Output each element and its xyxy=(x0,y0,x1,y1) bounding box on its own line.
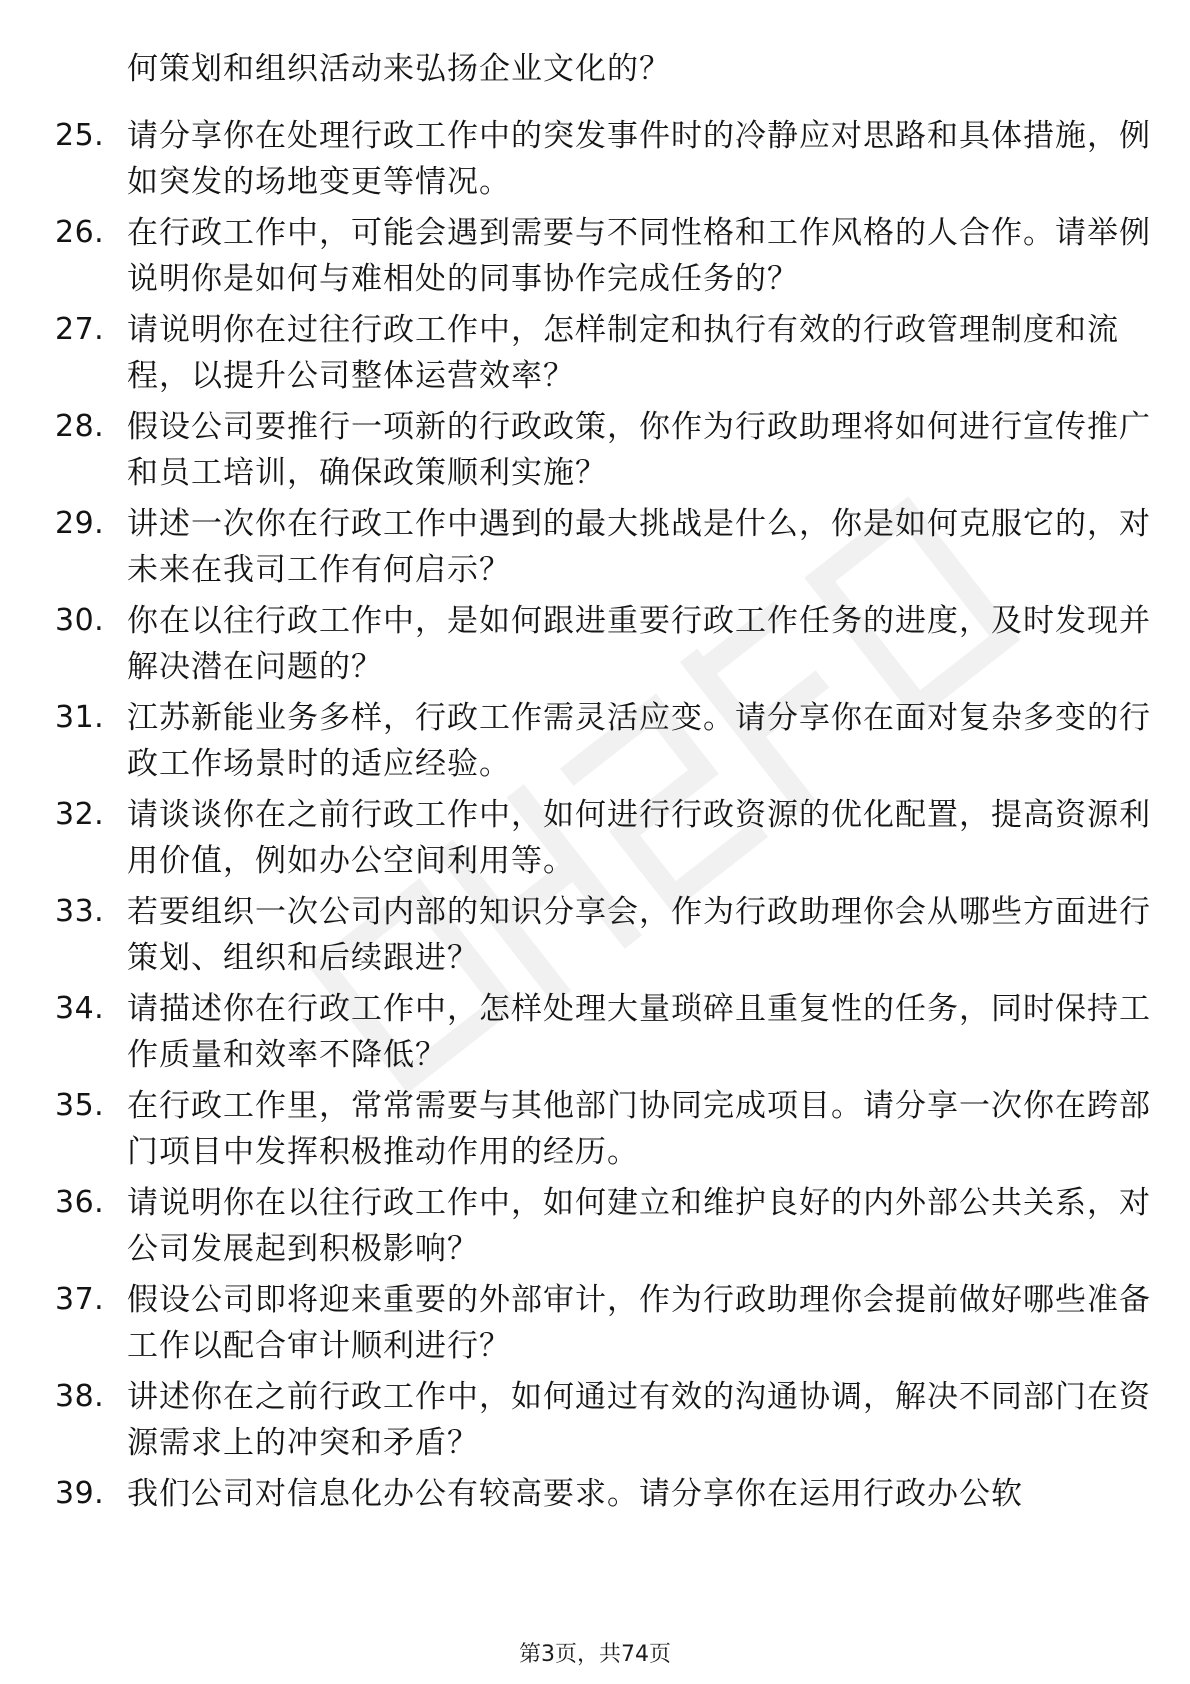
list-item xyxy=(55,1180,1151,1277)
list-item xyxy=(55,210,1151,307)
list-item xyxy=(55,986,1151,1083)
list-item xyxy=(55,404,1151,501)
question-number: 26. xyxy=(55,215,105,250)
question-number: 30. xyxy=(55,603,105,638)
question-number: 39. xyxy=(55,1476,105,1511)
question-text: 江苏新能业务多样，行政工作需灵活应变。请分享你在面对复杂多变的行政工作场景时的适应经验。 xyxy=(127,700,1151,782)
question-list xyxy=(55,113,1151,1568)
question-number: 28. xyxy=(55,409,105,444)
continued-question-text: 何策划和组织活动来弘扬企业文化的？ xyxy=(127,51,671,87)
question-text: 请说明你在以往行政工作中，如何建立和维护良好的内外部公共关系，对公司发展起到积极影响？ xyxy=(127,1185,1151,1267)
question-text: 在行政工作里，常常需要与其他部门协同完成项目。请分享一次你在跨部门项目中发挥积极推动作用的经历。 xyxy=(127,1088,1151,1170)
question-number: 31. xyxy=(55,700,105,735)
list-item xyxy=(55,1374,1151,1471)
question-text: 讲述一次你在行政工作中遇到的最大挑战是什么，你是如何克服它的，对未来在我司工作有何启示？ xyxy=(127,506,1151,588)
list-item xyxy=(55,113,1151,210)
question-text: 请描述你在行政工作中，怎样处理大量琐碎且重复性的任务，同时保持工作质量和效率不降低？ xyxy=(127,991,1151,1073)
list-item xyxy=(55,1083,1151,1180)
list-item xyxy=(55,598,1151,695)
question-text: 讲述你在之前行政工作中，如何通过有效的沟通协调，解决不同部门在资源需求上的冲突和矛盾？ xyxy=(127,1379,1151,1461)
page-number-footer: 第3页，共74页 xyxy=(519,1642,671,1667)
question-number: 33. xyxy=(55,894,105,929)
list-item xyxy=(55,889,1151,986)
question-text: 若要组织一次公司内部的知识分享会，作为行政助理你会从哪些方面进行策划、组织和后续跟进？ xyxy=(127,894,1151,976)
question-number: 36. xyxy=(55,1185,105,1220)
question-text: 假设公司要推行一项新的行政政策，你作为行政助理将如何进行宣传推广和员工培训，确保政策顺利实施？ xyxy=(127,409,1151,491)
question-number: 38. xyxy=(55,1379,105,1414)
list-item xyxy=(55,1277,1151,1374)
question-text: 假设公司即将迎来重要的外部审计，作为行政助理你会提前做好哪些准备工作以配合审计顺利进行？ xyxy=(127,1282,1151,1364)
question-text: 在行政工作中，可能会遇到需要与不同性格和工作风格的人合作。请举例说明你是如何与难相处的同事协作完成任务的？ xyxy=(127,215,1151,297)
question-number: 35. xyxy=(55,1088,105,1123)
question-number: 34. xyxy=(55,991,105,1026)
list-item xyxy=(55,792,1151,889)
question-text: 请说明你在过往行政工作中，怎样制定和执行有效的行政管理制度和流程，以提升公司整体运营效率？ xyxy=(127,312,1119,394)
question-number: 25. xyxy=(55,118,105,153)
question-text: 你在以往行政工作中，是如何跟进重要行政工作任务的进度，及时发现并解决潜在问题的？ xyxy=(127,603,1151,685)
question-number: 32. xyxy=(55,797,105,832)
question-number: 27. xyxy=(55,312,105,347)
list-item xyxy=(55,501,1151,598)
list-item xyxy=(55,1471,1135,1568)
question-number: 29. xyxy=(55,506,105,541)
question-text: 请谈谈你在之前行政工作中，如何进行行政资源的优化配置，提高资源利用价值，例如办公空间利用等。 xyxy=(127,797,1151,879)
question-text: 我们公司对信息化办公有较高要求。请分享你在运用行政办公软 xyxy=(127,1476,1023,1512)
list-item xyxy=(55,307,1135,404)
question-number: 37. xyxy=(55,1282,105,1317)
list-item xyxy=(55,695,1151,792)
question-text: 请分享你在处理行政工作中的突发事件时的冷静应对思路和具体措施，例如突发的场地变更等情况。 xyxy=(127,118,1151,200)
